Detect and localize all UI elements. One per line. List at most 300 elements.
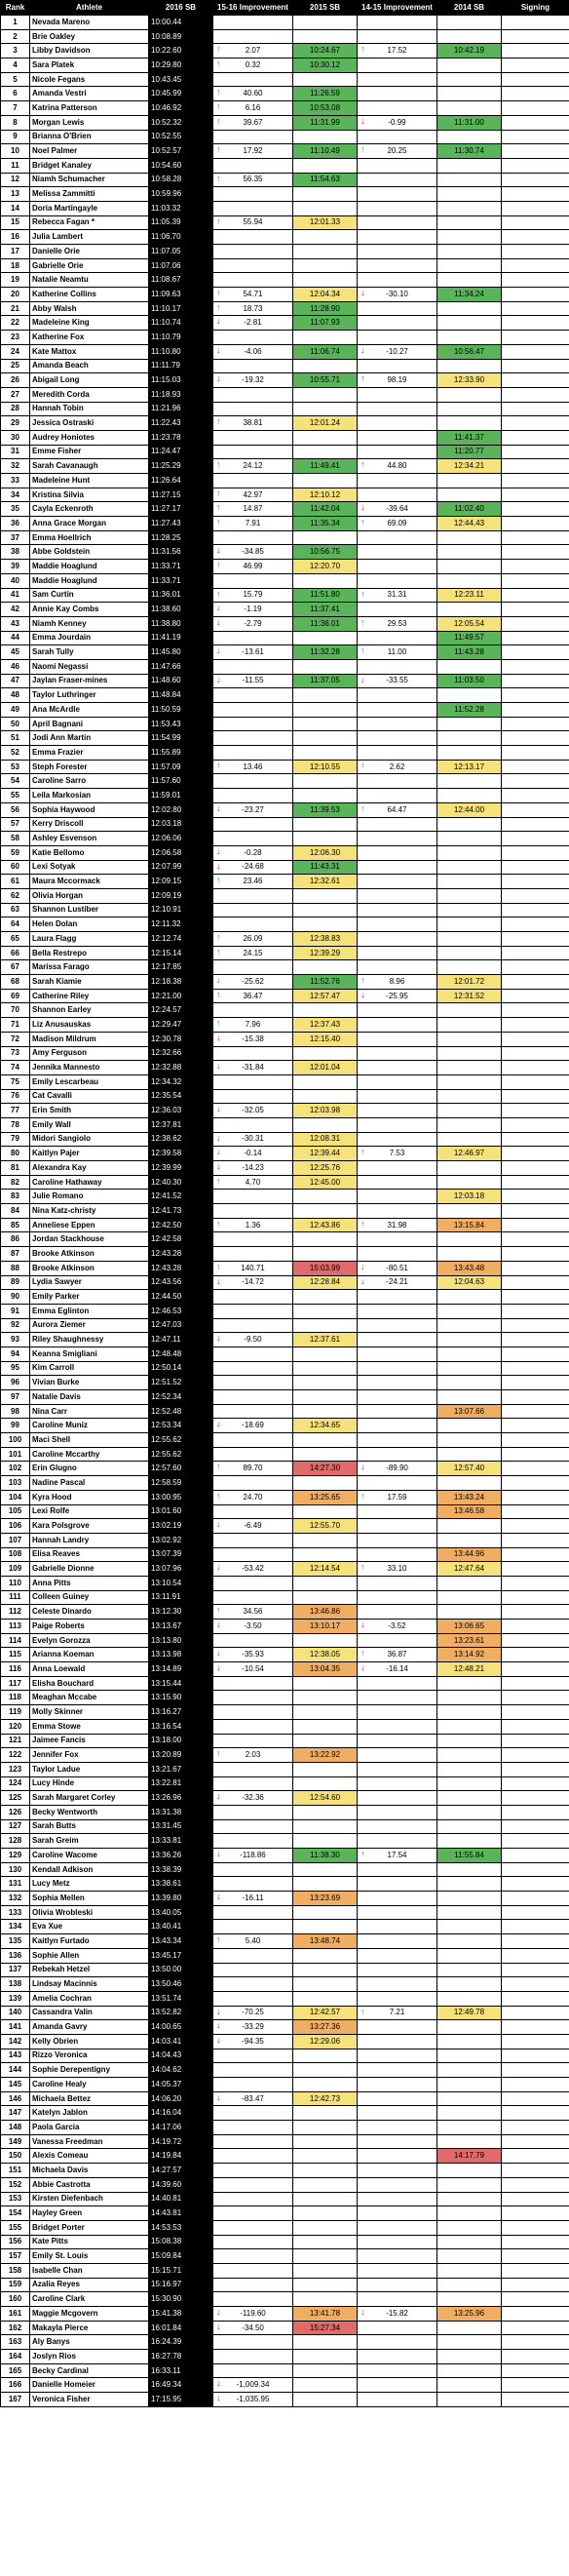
- rank-cell-text: 54: [11, 776, 19, 786]
- rank-cell-text: 83: [11, 1191, 19, 1201]
- table-row[interactable]: [1, 659, 569, 674]
- signing-cell: [502, 2278, 569, 2292]
- table-row[interactable]: [1, 1991, 569, 2006]
- athlete-cell: [30, 1590, 149, 1605]
- athlete-cell-text: Azalia Reyes: [32, 2280, 80, 2289]
- table-row[interactable]: [1, 774, 569, 789]
- table-row[interactable]: [1, 1490, 569, 1504]
- table-row[interactable]: [1, 1676, 569, 1691]
- table-row[interactable]: [1, 2235, 569, 2249]
- table-row[interactable]: [1, 1132, 569, 1147]
- sb-2016-cell: [149, 588, 213, 603]
- table-row[interactable]: [1, 2206, 569, 2221]
- table-row[interactable]: [1, 1003, 569, 1018]
- signing-cell: [502, 875, 569, 889]
- sb-2014-cell: [437, 631, 502, 645]
- rank-cell: [1, 2321, 30, 2335]
- table-row[interactable]: [1, 1447, 569, 1462]
- table-row[interactable]: [1, 1576, 569, 1590]
- header-14-15-improvement[interactable]: 14-15 Improvement: [358, 1, 437, 16]
- table-row[interactable]: [1, 817, 569, 832]
- sb-2016-cell: [149, 1089, 213, 1104]
- improvement-15-16-cell: [213, 1892, 293, 1906]
- table-row[interactable]: [1, 703, 569, 718]
- table-row[interactable]: [1, 1776, 569, 1791]
- sb-2015-cell: [293, 703, 358, 718]
- table-row[interactable]: [1, 2078, 569, 2092]
- table-row[interactable]: [1, 530, 569, 545]
- sb-2015-cell: [293, 1490, 358, 1504]
- table-row[interactable]: [1, 1161, 569, 1176]
- signing-cell: [502, 946, 569, 960]
- table-row[interactable]: [1, 1963, 569, 1977]
- sb-2016-cell: [149, 746, 213, 761]
- signing-cell: [502, 2078, 569, 2092]
- table-row[interactable]: [1, 459, 569, 474]
- table-row[interactable]: [1, 1175, 569, 1190]
- table-row[interactable]: [1, 44, 569, 59]
- table-row[interactable]: [1, 2307, 569, 2322]
- table-row[interactable]: [1, 946, 569, 960]
- sb-2016-cell-text: 11:10.74: [151, 318, 181, 328]
- table-row[interactable]: [1, 1089, 569, 1104]
- improvement-15-16-cell: [213, 860, 293, 875]
- sb-2015-cell-text: 13:10.17: [309, 1620, 341, 1630]
- table-row[interactable]: [1, 1361, 569, 1376]
- sb-2014-cell: [437, 975, 502, 990]
- rank-cell-text: 107: [8, 1535, 22, 1544]
- rank-cell-text: 128: [8, 1836, 22, 1846]
- sb-2016-cell-text: 14:00.65: [151, 2022, 182, 2032]
- table-row[interactable]: [1, 2278, 569, 2292]
- improvement-15-16-cell: [213, 1347, 293, 1361]
- table-row[interactable]: [1, 2034, 569, 2049]
- improvement-14-15-cell: [358, 2363, 437, 2378]
- sb-2016-cell-text: 13:50.00: [151, 1965, 182, 1974]
- arrow-up-icon: ↑: [216, 946, 221, 956]
- improvement-14-15-cell: [358, 459, 437, 474]
- table-row[interactable]: [1, 316, 569, 331]
- table-row[interactable]: [1, 59, 569, 73]
- rank-cell-text: 5: [13, 74, 18, 84]
- table-row[interactable]: [1, 1347, 569, 1361]
- rank-cell-text: 87: [11, 1248, 19, 1258]
- table-row[interactable]: [1, 1290, 569, 1305]
- table-row[interactable]: [1, 245, 569, 259]
- signing-cell: [502, 2020, 569, 2035]
- improvement-15-16-cell: [213, 44, 293, 59]
- table-row[interactable]: [1, 1519, 569, 1534]
- table-row[interactable]: [1, 430, 569, 445]
- rank-cell-text: 94: [11, 1348, 19, 1358]
- table-row[interactable]: [1, 144, 569, 159]
- table-row[interactable]: [1, 1333, 569, 1347]
- sb-2015-cell-text: 12:28.84: [309, 1277, 341, 1287]
- table-row[interactable]: [1, 1247, 569, 1262]
- table-row[interactable]: [1, 1934, 569, 1949]
- header-2016-sb[interactable]: 2016 SB: [149, 1, 213, 16]
- improvement-14-15-cell: [358, 2263, 437, 2278]
- table-row[interactable]: [1, 1734, 569, 1748]
- table-row[interactable]: [1, 101, 569, 116]
- rank-cell: [1, 316, 30, 331]
- table-row[interactable]: [1, 573, 569, 588]
- table-row[interactable]: [1, 1304, 569, 1318]
- table-row[interactable]: [1, 832, 569, 846]
- table-row[interactable]: [1, 1533, 569, 1547]
- table-row[interactable]: [1, 2292, 569, 2307]
- table-row[interactable]: [1, 688, 569, 703]
- athlete-cell: [30, 1419, 149, 1433]
- rank-cell: [1, 946, 30, 960]
- header-2015-sb[interactable]: 2015 SB: [293, 1, 358, 16]
- athlete-cell-text: Anna Loewald: [32, 1663, 86, 1673]
- table-row[interactable]: [1, 616, 569, 631]
- signing-cell: [502, 789, 569, 803]
- table-row[interactable]: [1, 1390, 569, 1405]
- athlete-cell: [30, 459, 149, 474]
- table-row[interactable]: [1, 2263, 569, 2278]
- athlete-cell-text: Hannah Tobin: [32, 404, 84, 413]
- sb-2016-cell-text: 12:06.06: [151, 834, 182, 843]
- sb-2016-cell: [149, 1934, 213, 1949]
- table-row[interactable]: [1, 1476, 569, 1491]
- table-row[interactable]: [1, 1275, 569, 1290]
- table-row[interactable]: [1, 1046, 569, 1061]
- table-row[interactable]: [1, 802, 569, 817]
- table-row[interactable]: [1, 875, 569, 889]
- table-row[interactable]: [1, 789, 569, 803]
- table-row[interactable]: [1, 344, 569, 359]
- table-row[interactable]: [1, 932, 569, 947]
- table-row[interactable]: [1, 72, 569, 87]
- table-row[interactable]: [1, 16, 569, 30]
- table-row[interactable]: [1, 416, 569, 431]
- improvement-14-15-cell: [358, 1805, 437, 1819]
- table-row[interactable]: [1, 1633, 569, 1648]
- table-row[interactable]: [1, 731, 569, 746]
- table-row[interactable]: [1, 1719, 569, 1734]
- table-row[interactable]: [1, 2063, 569, 2078]
- table-row[interactable]: [1, 2177, 569, 2192]
- table-row[interactable]: [1, 387, 569, 402]
- table-row[interactable]: [1, 2049, 569, 2063]
- athlete-cell: [30, 1920, 149, 1934]
- table-row[interactable]: [1, 1018, 569, 1033]
- table-row[interactable]: [1, 1104, 569, 1118]
- sb-2015-cell: [293, 1547, 358, 1562]
- table-row[interactable]: [1, 903, 569, 917]
- table-row[interactable]: [1, 1762, 569, 1776]
- table-row[interactable]: [1, 1190, 569, 1204]
- sb-2015-cell: [293, 845, 358, 860]
- table-row[interactable]: [1, 2164, 569, 2178]
- athlete-cell: [30, 1805, 149, 1819]
- table-row[interactable]: [1, 359, 569, 373]
- improvement-14-15-cell: [358, 1147, 437, 1161]
- improvement-14-15-cell: [358, 2192, 437, 2206]
- table-row[interactable]: [1, 1218, 569, 1232]
- rank-cell-text: 24: [11, 346, 19, 356]
- rank-cell: [1, 1633, 30, 1648]
- table-row[interactable]: [1, 2321, 569, 2335]
- rank-cell: [1, 1018, 30, 1033]
- sb-2014-cell: [437, 860, 502, 875]
- table-row[interactable]: [1, 173, 569, 187]
- table-row[interactable]: [1, 1920, 569, 1934]
- table-row[interactable]: [1, 1117, 569, 1132]
- header-15-16-improvement[interactable]: 15-16 Improvement: [213, 1, 293, 16]
- table-row[interactable]: [1, 603, 569, 617]
- table-row[interactable]: [1, 2393, 569, 2407]
- rank-cell-text: 105: [8, 1506, 22, 1516]
- athlete-cell: [30, 1791, 149, 1806]
- table-row[interactable]: [1, 1877, 569, 1892]
- table-row[interactable]: [1, 2363, 569, 2378]
- table-row[interactable]: [1, 502, 569, 517]
- rank-cell-text: 98: [11, 1406, 19, 1416]
- athlete-cell: [30, 1719, 149, 1734]
- table-row[interactable]: [1, 1462, 569, 1476]
- table-row[interactable]: [1, 545, 569, 560]
- improvement-14-15-cell: [358, 2220, 437, 2235]
- sb-2016-cell: [149, 989, 213, 1003]
- table-row[interactable]: [1, 1662, 569, 1677]
- table-row[interactable]: [1, 1232, 569, 1247]
- table-row[interactable]: [1, 201, 569, 215]
- table-row[interactable]: [1, 975, 569, 990]
- table-row[interactable]: [1, 1590, 569, 1605]
- table-row[interactable]: [1, 2249, 569, 2264]
- table-row[interactable]: [1, 1705, 569, 1720]
- table-row[interactable]: [1, 474, 569, 488]
- table-row[interactable]: [1, 588, 569, 603]
- rank-cell: [1, 2378, 30, 2393]
- table-row[interactable]: [1, 1318, 569, 1333]
- header-2014-sb[interactable]: 2014 SB: [437, 1, 502, 16]
- sb-2016-cell: [149, 573, 213, 588]
- table-row[interactable]: [1, 888, 569, 903]
- table-row[interactable]: [1, 1948, 569, 1963]
- table-row[interactable]: [1, 130, 569, 144]
- table-row[interactable]: [1, 1605, 569, 1620]
- table-row[interactable]: [1, 2335, 569, 2350]
- rank-cell: [1, 1791, 30, 1806]
- table-row[interactable]: [1, 301, 569, 316]
- table-row[interactable]: [1, 1748, 569, 1763]
- rank-cell-text: 36: [11, 518, 19, 527]
- table-row[interactable]: [1, 2020, 569, 2035]
- athlete-cell: [30, 16, 149, 30]
- table-row[interactable]: [1, 402, 569, 416]
- signing-cell: [502, 316, 569, 331]
- sb-2015-cell-text: 12:04.34: [309, 289, 341, 298]
- table-row[interactable]: [1, 1805, 569, 1819]
- table-row[interactable]: [1, 1905, 569, 1920]
- table-row[interactable]: [1, 288, 569, 302]
- sb-2016-cell-text: 11:36.01: [151, 590, 181, 600]
- table-row[interactable]: [1, 845, 569, 860]
- table-row[interactable]: [1, 1648, 569, 1662]
- table-row[interactable]: [1, 960, 569, 975]
- sb-2016-cell-text: 13:39.80: [151, 1893, 182, 1902]
- header-rank[interactable]: Rank: [1, 1, 30, 16]
- header-signing[interactable]: Signing: [502, 1, 569, 16]
- table-row[interactable]: [1, 2006, 569, 2020]
- improvement-15-16-cell: [213, 2192, 293, 2206]
- table-row[interactable]: [1, 2134, 569, 2149]
- table-row[interactable]: [1, 631, 569, 645]
- table-row[interactable]: [1, 1834, 569, 1849]
- sb-2014-cell: [437, 44, 502, 59]
- table-row[interactable]: [1, 488, 569, 502]
- table-row[interactable]: [1, 760, 569, 774]
- sb-2016-cell-text: 13:38.39: [151, 1864, 182, 1874]
- improvement-14-15-cell: [358, 1074, 437, 1089]
- table-row[interactable]: [1, 1032, 569, 1046]
- table-row[interactable]: [1, 29, 569, 44]
- table-row[interactable]: [1, 115, 569, 130]
- sb-2015-cell: [293, 2063, 358, 2078]
- improvement-15-16-cell-text: -34.50: [242, 2322, 264, 2332]
- sb-2014-cell: [437, 1662, 502, 1677]
- table-row[interactable]: [1, 331, 569, 345]
- table-row[interactable]: [1, 1819, 569, 1834]
- table-row[interactable]: [1, 87, 569, 101]
- athlete-cell: [30, 1662, 149, 1677]
- table-row[interactable]: [1, 746, 569, 761]
- rank-cell: [1, 688, 30, 703]
- table-row[interactable]: [1, 2378, 569, 2393]
- table-row[interactable]: [1, 1061, 569, 1075]
- table-row[interactable]: [1, 645, 569, 660]
- improvement-14-15-cell: [358, 603, 437, 617]
- improvement-14-15-cell: [358, 1691, 437, 1705]
- table-row[interactable]: [1, 1849, 569, 1863]
- table-row[interactable]: [1, 1376, 569, 1390]
- rank-cell: [1, 1290, 30, 1305]
- improvement-15-16-cell: [213, 1261, 293, 1275]
- table-row[interactable]: [1, 1862, 569, 1877]
- improvement-15-16-cell: [213, 2307, 293, 2322]
- sb-2015-cell: [293, 616, 358, 631]
- table-row[interactable]: [1, 917, 569, 932]
- table-row[interactable]: [1, 1620, 569, 1634]
- table-row[interactable]: [1, 187, 569, 202]
- table-row[interactable]: [1, 2192, 569, 2206]
- header-athlete[interactable]: Athlete: [30, 1, 149, 16]
- sb-2016-cell-text: 12:35.54: [151, 1091, 182, 1101]
- rank-cell-text: 52: [11, 747, 19, 757]
- sb-2014-cell-text: 10:42.19: [453, 46, 485, 56]
- table-row[interactable]: [1, 2106, 569, 2121]
- table-row[interactable]: [1, 1204, 569, 1219]
- athlete-cell-text: Ana McArdle: [32, 704, 80, 714]
- athlete-cell-text: Doria Martingayle: [32, 203, 98, 213]
- table-row[interactable]: [1, 1433, 569, 1448]
- table-row[interactable]: [1, 445, 569, 459]
- sb-2016-cell: [149, 1547, 213, 1562]
- arrow-down-icon: ↓: [216, 616, 221, 627]
- athlete-cell-text: Brie Oakley: [32, 31, 76, 41]
- sb-2014-cell: [437, 2192, 502, 2206]
- sb-2015-cell: [293, 1762, 358, 1776]
- rank-cell: [1, 1462, 30, 1476]
- athlete-cell-text: Bridget Porter: [32, 2222, 85, 2232]
- table-row[interactable]: [1, 215, 569, 230]
- table-row[interactable]: [1, 1074, 569, 1089]
- sb-2016-cell: [149, 1620, 213, 1634]
- table-row[interactable]: [1, 1791, 569, 1806]
- table-row[interactable]: [1, 560, 569, 574]
- table-row[interactable]: [1, 1404, 569, 1419]
- improvement-14-15-cell: [358, 1404, 437, 1419]
- table-row[interactable]: [1, 373, 569, 388]
- sb-2016-cell: [149, 903, 213, 917]
- improvement-15-16-cell: [213, 1117, 293, 1132]
- table-row[interactable]: [1, 273, 569, 288]
- table-row[interactable]: [1, 1504, 569, 1519]
- improvement-14-15-cell: [358, 416, 437, 431]
- table-row[interactable]: [1, 1977, 569, 1992]
- sb-2014-cell: [437, 488, 502, 502]
- sb-2014-cell: [437, 2121, 502, 2135]
- rank-cell: [1, 2034, 30, 2049]
- athlete-cell: [30, 488, 149, 502]
- athlete-cell: [30, 2192, 149, 2206]
- table-row[interactable]: [1, 717, 569, 731]
- rank-cell-text: 30: [11, 432, 19, 442]
- sb-2014-cell: [437, 674, 502, 688]
- table-row[interactable]: [1, 2149, 569, 2164]
- table-row[interactable]: [1, 1691, 569, 1705]
- table-row[interactable]: [1, 860, 569, 875]
- sb-2014-cell: [437, 1018, 502, 1033]
- table-row[interactable]: [1, 158, 569, 173]
- table-row[interactable]: [1, 2220, 569, 2235]
- athlete-cell-text: Aurora Ziemer: [32, 1320, 86, 1330]
- table-row[interactable]: [1, 258, 569, 273]
- table-row[interactable]: [1, 1147, 569, 1161]
- table-row[interactable]: [1, 1261, 569, 1275]
- rank-cell: [1, 2164, 30, 2178]
- improvement-15-16-cell: [213, 1318, 293, 1333]
- table-row[interactable]: [1, 1419, 569, 1433]
- sb-2016-cell: [149, 603, 213, 617]
- rank-cell-text: 21: [11, 303, 19, 313]
- table-row[interactable]: [1, 1547, 569, 1562]
- table-row[interactable]: [1, 230, 569, 245]
- table-row[interactable]: [1, 2121, 569, 2135]
- sb-2016-cell-text: 13:22.81: [151, 1778, 182, 1788]
- improvement-14-15-cell-text: 7.21: [389, 2008, 405, 2017]
- sb-2015-cell-text: 11:26.59: [310, 89, 340, 98]
- rank-cell: [1, 1247, 30, 1262]
- rank-cell-text: 55: [11, 790, 19, 800]
- athlete-cell-text: Evelyn Gorozza: [32, 1635, 91, 1645]
- table-row[interactable]: [1, 674, 569, 688]
- sb-2016-cell-text: 10:00.44: [151, 17, 182, 26]
- sb-2016-cell: [149, 1490, 213, 1504]
- improvement-15-16-cell: [213, 130, 293, 144]
- table-row[interactable]: [1, 2091, 569, 2106]
- table-row[interactable]: [1, 517, 569, 531]
- athlete-cell-text: Sara Platek: [32, 59, 75, 69]
- table-row[interactable]: [1, 2350, 569, 2364]
- table-row[interactable]: [1, 1562, 569, 1577]
- table-row[interactable]: [1, 1892, 569, 1906]
- table-row[interactable]: [1, 989, 569, 1003]
